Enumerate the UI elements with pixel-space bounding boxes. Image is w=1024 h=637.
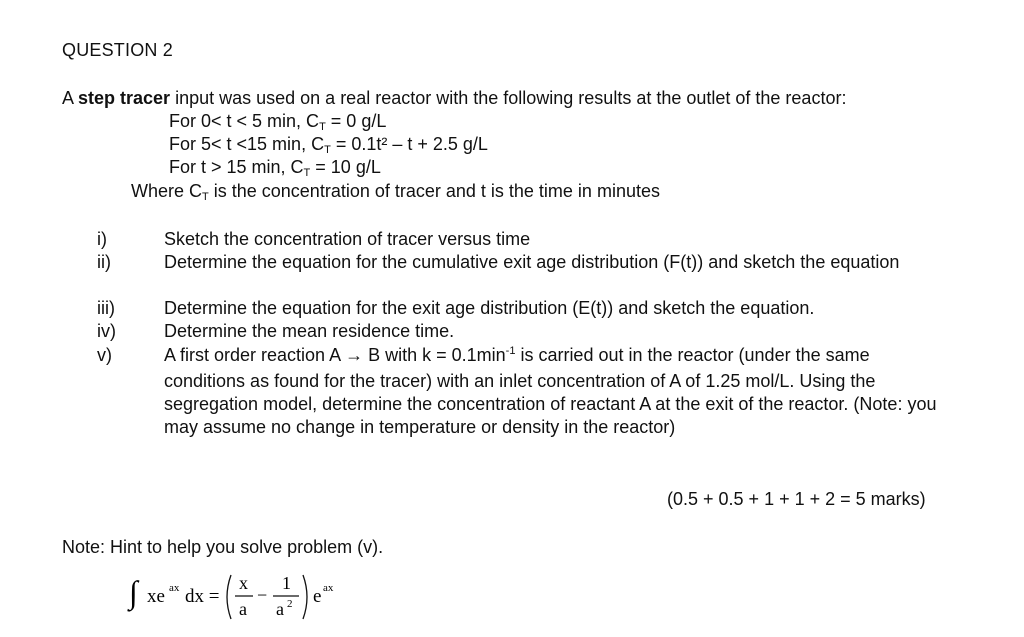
formula-svg <box>127 561 357 631</box>
condition-line-2: For 5< t <15 min, CT = 0.1t² – t + 2.5 g/L <box>169 134 488 156</box>
minus-sign: − <box>257 585 268 605</box>
fraction-2-numerator: 1 <box>282 573 291 593</box>
question-number-v: v) <box>97 345 112 365</box>
integrand: xe <box>147 586 165 607</box>
fraction-1-denominator: a <box>239 599 247 619</box>
question-text-i: Sketch the concentration of tracer versus time <box>164 229 531 249</box>
dx-equals: dx = <box>185 586 220 607</box>
intro-paragraph <box>62 87 846 109</box>
condition-line-1: For 0< t < 5 min, CT = 0 g/L <box>169 111 387 133</box>
question-text-iv: Determine the mean residence time. <box>164 321 455 341</box>
fraction-2-denominator: a <box>276 599 284 619</box>
where-line: Where CT is the concentration of tracer and t is the time in minutes <box>131 181 660 203</box>
fraction-1-numerator: x <box>239 573 248 593</box>
fraction-2-denominator-exponent: 2 <box>287 598 293 610</box>
intro-bold-term: step tracer <box>78 88 171 108</box>
question-heading: QUESTION 2 <box>62 40 174 60</box>
marks-allocation: (0.5 + 0.5 + 1 + 1 + 2 = 5 marks) <box>667 489 926 509</box>
right-paren <box>303 575 307 619</box>
exponential-exponent: ax <box>323 582 334 594</box>
left-paren <box>227 575 231 619</box>
question-text-iii: Determine the equation for the exit age distribution (E(t)) and sketch the equation. <box>164 298 815 318</box>
question-number-ii: ii) <box>97 252 111 272</box>
exponential-base: e <box>313 586 322 607</box>
question-text-v: A first order reaction A → B with $k = 0.1\min^{-1}$ is carried out in the reactor (under the same conditions as found for the tracer) with an inlet concentration of A of 1.25 mol/L. Using the segregation model, determine the concentration of reactant A at the exit of the reactor. (Note: you may assume no change in temperature or density in the reactor) <box>164 345 937 437</box>
question-number-iv: iv) <box>97 321 116 341</box>
hint-note: Note: Hint to help you solve problem (v). <box>62 537 384 557</box>
integrand-exponent: ax <box>169 582 180 594</box>
question-number-iii: iii) <box>97 298 115 318</box>
question-number-i: i) <box>97 229 107 249</box>
intro-prefix: A <box>62 88 79 108</box>
intro-suffix: input was used on a real reactor with the following results at the outlet of the reactor: <box>170 88 847 108</box>
question-text-ii: Determine the equation for the cumulative exit age distribution (F(t)) and sketch the equation <box>164 252 900 272</box>
hint-formula <box>127 561 357 631</box>
integral-sign: ∫ <box>129 574 138 610</box>
condition-line-3: For t > 15 min, CT = 10 g/L <box>169 157 381 179</box>
